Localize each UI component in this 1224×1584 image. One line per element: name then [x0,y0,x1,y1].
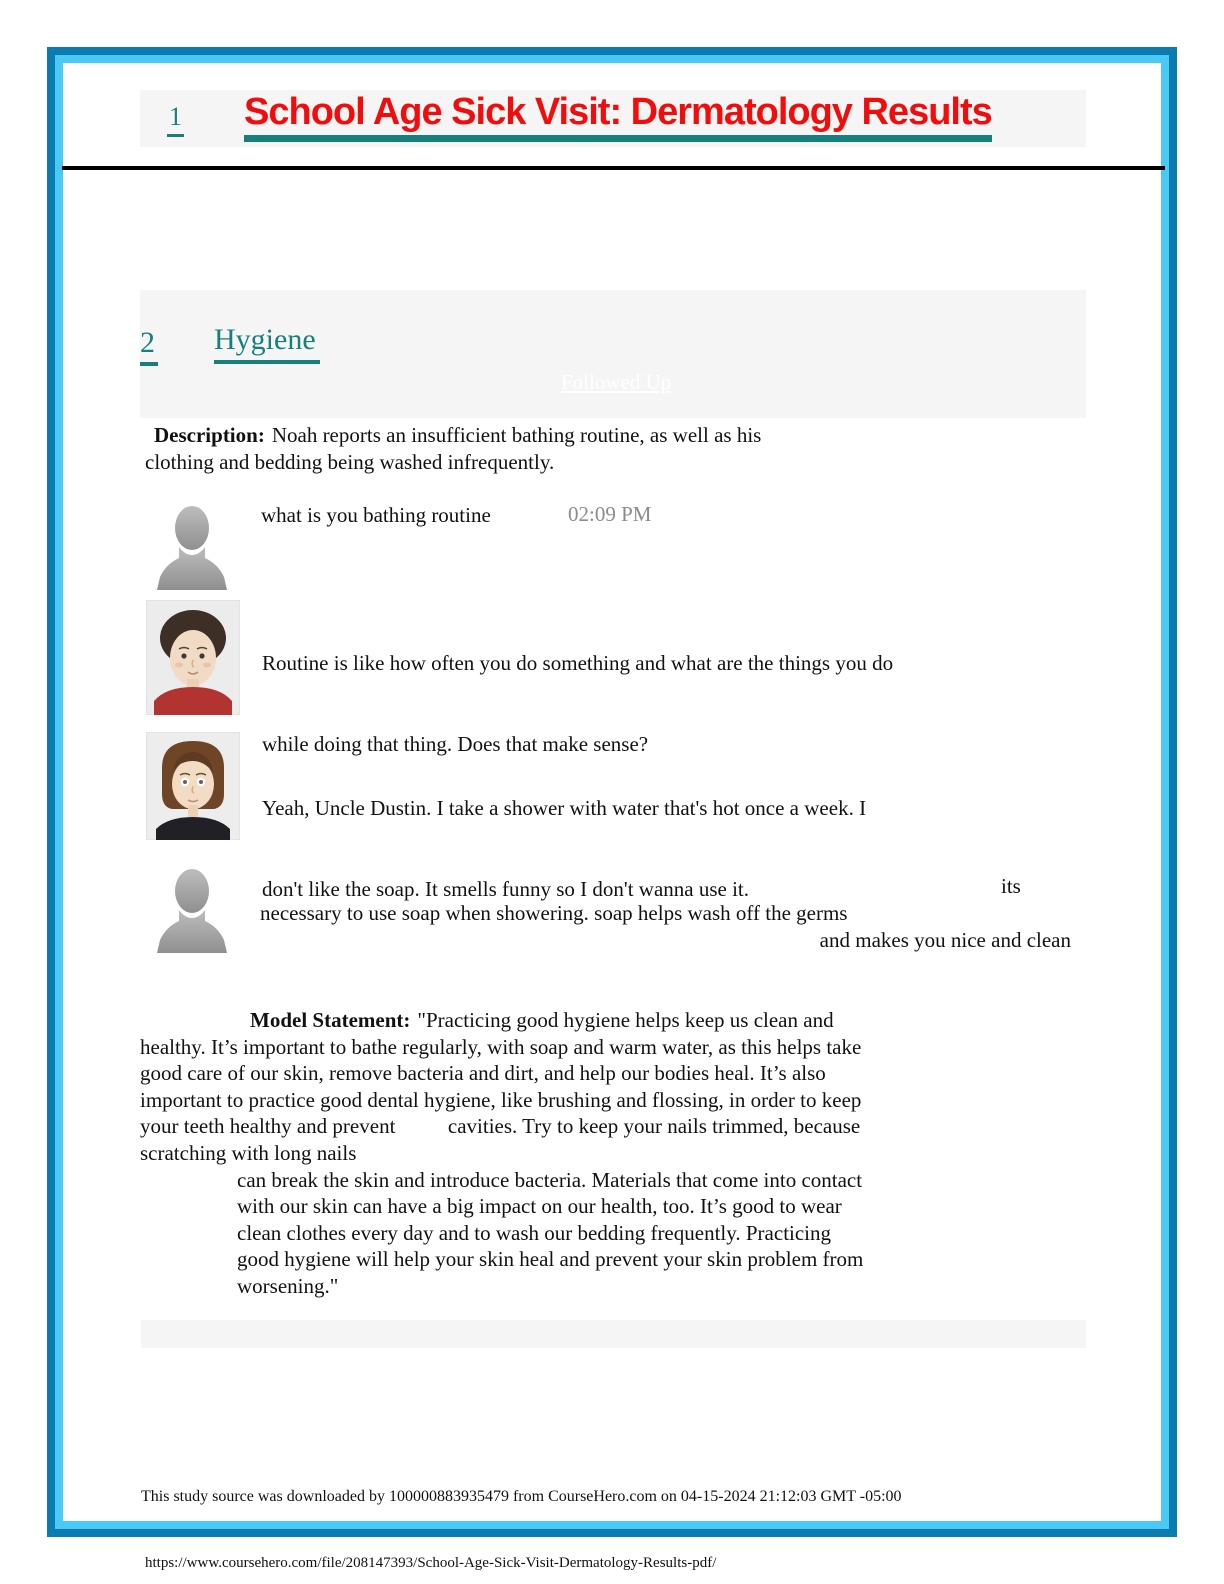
message-line: necessary to use soap when showering. soap helps wash off the germs [260,901,848,925]
message-timestamp: 02:09 PM [568,502,652,526]
model-statement-first-line [140,1007,980,1034]
empty-section-bar [141,1320,1086,1348]
download-note: This study source was downloaded by 100000883935479 from CourseHero.com on 04-15-2024 21:12:03 GMT -05:00 [141,1488,902,1505]
model-statement-line: healthy. It’s important to bathe regularly, with soap and warm water, as this helps take [140,1034,862,1059]
model-statement-line: your teeth healthy and prevent cavities. Try to keep your nails trimmed, because [140,1114,861,1139]
description-label: Description: [154,423,265,447]
message-line: don't like the soap. It smells funny so I don't wanna use it. [262,877,749,901]
girl-avatar-icon [146,732,240,840]
model-statement-line: with our skin can have a big impact on our health, too. It’s good to wear [237,1194,842,1219]
message-fragment: its [1001,874,1021,898]
description-paragraph [145,422,1005,476]
section-title: Hygiene [214,323,320,364]
source-url-link[interactable]: https://www.coursehero.com/file/208147393/School-Age-Sick-Visit-Dermatology-Results-pdf/ [145,1555,717,1571]
model-statement-text: "Practicing good hygiene helps keep us clean and [417,1008,834,1032]
model-statement-line: important to practice good dental hygiene, like brushing and flossing, in order to keep [140,1087,862,1112]
section-hygiene-block [140,290,1086,418]
model-statement-line: good care of our skin, remove bacteria and dirt, and help our bodies heal. It’s also [140,1061,826,1086]
generic-person-avatar-icon [152,860,232,953]
model-statement-line: worsening." [237,1273,339,1298]
model-statement-line: can break the skin and introduce bacteria. Materials that come into contact [237,1167,863,1192]
horizontal-rule [62,166,1165,170]
message-line: Yeah, Uncle Dustin. I take a shower with water that's hot once a week. I [262,796,867,820]
message-line: while doing that thing. Does that make sense? [262,732,649,756]
message-avatar [146,600,240,715]
model-statement-line: clean clothes every day and to wash our bedding frequently. Practicing [237,1220,832,1245]
message-avatar [152,860,232,953]
message-line: Routine is like how often you do something and what are the things you do [262,651,894,675]
model-statement-paragraph [140,1007,980,1300]
followed-up-link[interactable]: Followed Up [561,370,672,394]
section-number: 2 [140,326,158,366]
model-statement-line: scratching with long nails [140,1140,357,1165]
message-line: and makes you nice and clean [819,928,1071,952]
message-avatar [152,497,232,590]
model-statement-line: good hygiene will help your skin heal and prevent your skin problem from [237,1247,864,1272]
model-statement-label: Model Statement: [250,1008,411,1032]
message-text: what is you bathing routine [261,503,491,527]
description-text: Noah reports an insufficient bathing routine, as well as his [271,423,762,447]
title-block [140,90,1086,147]
description-line [145,422,1005,449]
generic-person-avatar-icon [152,497,232,590]
description-line: clothing and bedding being washed infrequently. [145,450,555,474]
boy-avatar-icon [146,600,240,715]
page-title: School Age Sick Visit: Dermatology Results [244,91,992,142]
heading-number: 1 [167,102,184,137]
message-avatar [146,732,240,840]
